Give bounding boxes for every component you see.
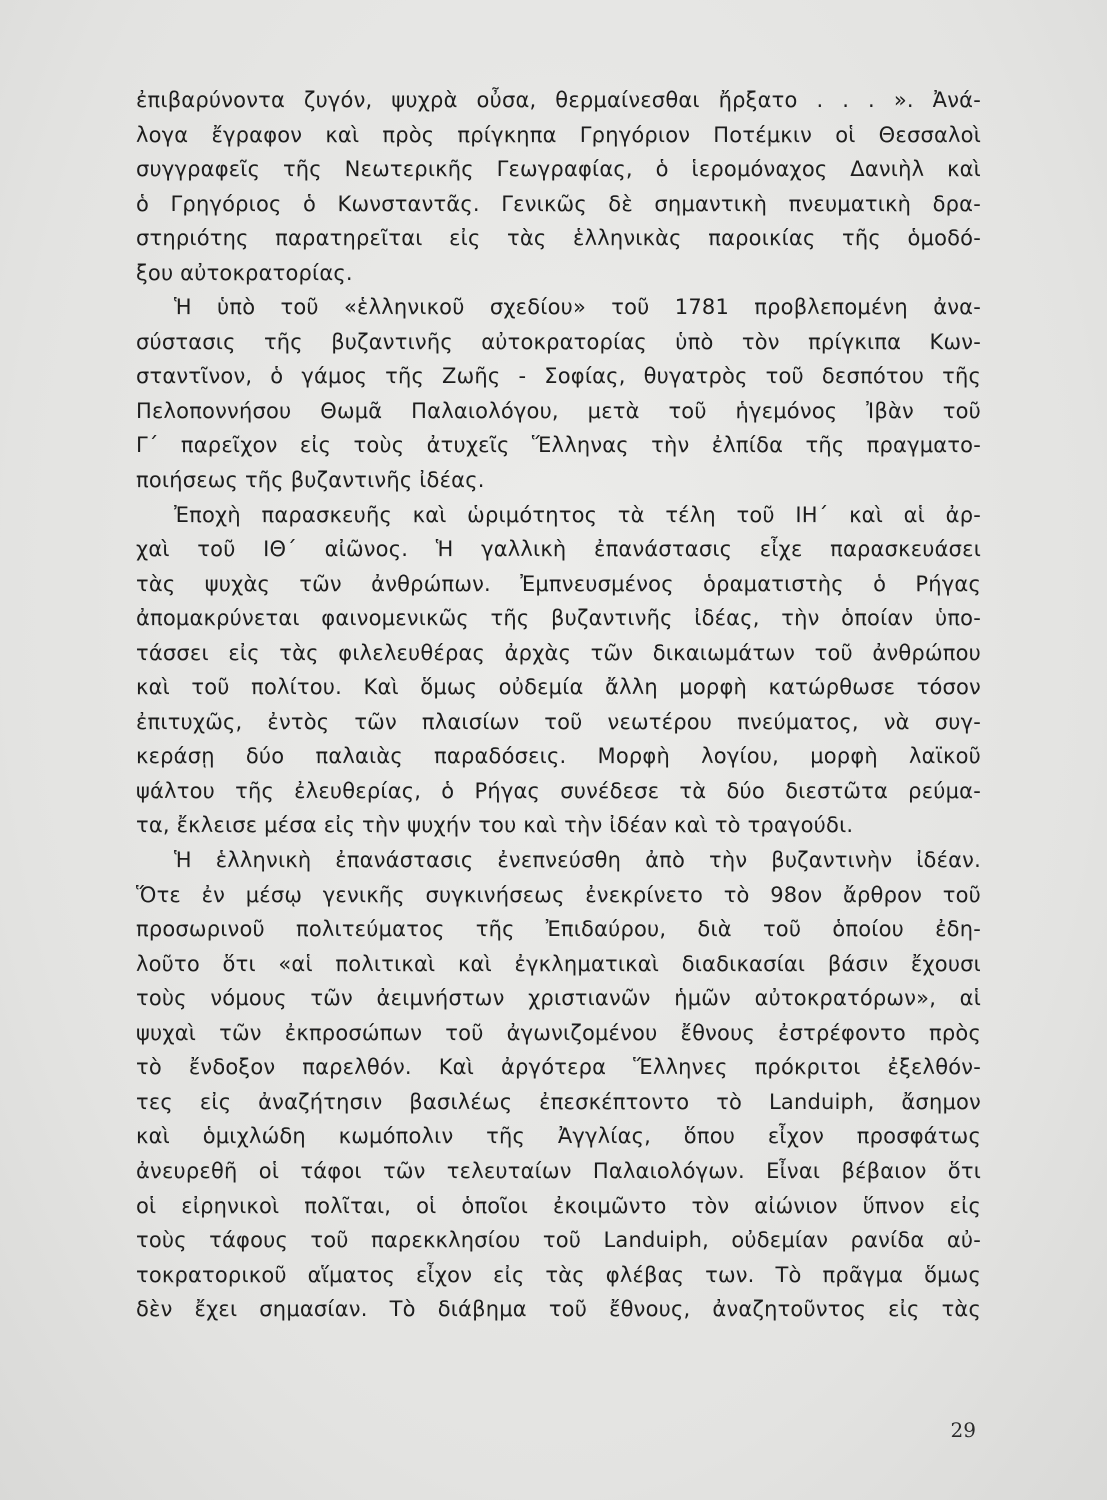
text-line: ὁ Γρηγόριος ὁ Κωνσταντᾶς. Γενικῶς δὲ σημαντικὴ πνευματικὴ δρα- (136, 191, 981, 216)
text-line: δὲν ἔχει σημασίαν. Τὸ διάβημα τοῦ ἔθνους, ἀναζητοῦντος εἰς τὰς (136, 1297, 981, 1322)
text-line: ἀπομακρύνεται φαινομενικῶς τῆς βυζαντινῆς ἰδέας, τὴν ὁποίαν ὑπο- (136, 606, 981, 631)
text-line: Ἡ ἑλληνικὴ ἐπανάστασις ἐνεπνεύσθη ἀπὸ τὴν βυζαντινὴν ἰδέαν. (174, 848, 981, 873)
text-line: Πελοποννήσου Θωμᾶ Παλαιολόγου, μετὰ τοῦ ἡγεμόνος Ἰβὰν τοῦ (136, 398, 981, 423)
text-line: τοκρατορικοῦ αἵματος εἶχον εἰς τὰς φλέβας των. Τὸ πρᾶγμα ὅμως (136, 1262, 981, 1287)
text-line: τοὺς τάφους τοῦ παρεκκλησίου τοῦ Landuiph, οὐδεμίαν ρανίδα αὐ- (136, 1228, 981, 1253)
text-line: κεράσῃ δύο παλαιὰς παραδόσεις. Μορφὴ λογίου, μορφὴ λαϊκοῦ (136, 744, 981, 769)
body-text (136, 83, 981, 1327)
text-line: τα, ἔκλεισε μέσα εἰς τὴν ψυχήν του καὶ τὴν ἰδέαν καὶ τὸ τραγούδι. (136, 813, 854, 838)
text-line: Γ΄ παρεῖχον εἰς τοὺς ἀτυχεῖς Ἕλληνας τὴν ἐλπίδα τῆς πραγματο- (136, 433, 981, 458)
text-line: ποιήσεως τῆς βυζαντινῆς ἰδέας. (136, 468, 485, 493)
text-line: τοὺς νόμους τῶν ἀειμνήστων χριστιανῶν ἡμῶν αὐτοκρατόρων», αἱ (136, 986, 981, 1011)
text-line: σταντῖνον, ὁ γάμος τῆς Ζωῆς - Σοφίας, θυγατρὸς τοῦ δεσπότου τῆς (136, 364, 981, 389)
text-line: Ἡ ὑπὸ τοῦ «ἑλληνικοῦ σχεδίου» τοῦ 1781 προβλεπομένη ἀνα- (174, 295, 981, 320)
text-line: τάσσει εἰς τὰς φιλελευθέρας ἀρχὰς τῶν δικαιωμάτων τοῦ ἀνθρώπου (136, 640, 981, 665)
text-line: ξου αὐτοκρατορίας. (136, 260, 353, 285)
text-line: χαὶ τοῦ ΙΘ΄ αἰῶνος. Ἡ γαλλικὴ ἐπανάστασις εἶχε παρασκευάσει (136, 537, 981, 562)
text-line: ψάλτου τῆς ἐλευθερίας, ὁ Ρήγας συνέδεσε τὰ δύο διεστῶτα ρεύμα- (136, 778, 981, 803)
text-line: σύστασις τῆς βυζαντινῆς αὐτοκρατορίας ὑπὸ τὸν πρίγκιπα Κων- (136, 329, 981, 354)
text-line: τες εἰς ἀναζήτησιν βασιλέως ἐπεσκέπτοντο τὸ Landuiph, ἄσημον (136, 1089, 981, 1114)
text-line: Ὅτε ἐν μέσῳ γενικῆς συγκινήσεως ἐνεκρίνετο τὸ 98ον ἄρθρον τοῦ (136, 882, 981, 907)
text-line: ἐπιβαρύνοντα ζυγόν, ψυχρὰ οὖσα, θερμαίνεσθαι ἤρξατο . . . ». Ἀνά- (136, 88, 981, 112)
text-line: λογα ἔγραφον καὶ πρὸς πρίγκηπα Γρηγόριον Ποτέμκιν οἱ Θεσσαλοὶ (136, 122, 981, 147)
text-line: οἱ εἰρηνικοὶ πολῖται, οἱ ὁποῖοι ἐκοιμῶντο τὸν αἰώνιον ὕπνον εἰς (136, 1193, 981, 1218)
text-line: ἀνευρεθῆ οἱ τάφοι τῶν τελευταίων Παλαιολόγων. Εἶναι βέβαιον ὅτι (136, 1158, 981, 1183)
page-number: 29 (950, 1418, 976, 1442)
text-line: καὶ ὁμιχλώδη κωμόπολιν τῆς Ἀγγλίας, ὅπου εἶχον προσφάτως (136, 1124, 981, 1149)
text-line: Ἐποχὴ παρασκευῆς καὶ ὡριμότητος τὰ τέλη τοῦ ΙΗ΄ καὶ αἱ ἀρ- (174, 502, 981, 527)
text-line: καὶ τοῦ πολίτου. Καὶ ὅμως οὐδεμία ἄλλη μορφὴ κατώρθωσε τόσον (136, 675, 981, 700)
text-line: προσωρινοῦ πολιτεύματος τῆς Ἐπιδαύρου, διὰ τοῦ ὁποίου ἐδη- (136, 917, 981, 942)
text-line: λοῦτο ὅτι «αἱ πολιτικαὶ καὶ ἐγκληματικαὶ διαδικασίαι βάσιν ἔχουσι (136, 951, 981, 976)
text-line: ψυχαὶ τῶν ἐκπροσώπων τοῦ ἀγωνιζομένου ἔθνους ἐστρέφοντο πρὸς (136, 1020, 981, 1045)
text-line: τὸ ἔνδοξον παρελθόν. Καὶ ἀργότερα Ἕλληνες πρόκριτοι ἐξελθόν- (136, 1055, 981, 1080)
text-line: συγγραφεῖς τῆς Νεωτερικῆς Γεωγραφίας, ὁ ἱερομόναχος Δανιὴλ καὶ (136, 157, 981, 182)
text-line: στηριότης παρατηρεῖται εἰς τὰς ἑλληνικὰς παροικίας τῆς ὁμοδό- (136, 226, 981, 251)
text-line: ἐπιτυχῶς, ἐντὸς τῶν πλαισίων τοῦ νεωτέρου πνεύματος, νὰ συγ- (136, 709, 981, 734)
text-line: τὰς ψυχὰς τῶν ἀνθρώπων. Ἐμπνευσμένος ὁραματιστὴς ὁ Ρήγας (136, 571, 981, 596)
